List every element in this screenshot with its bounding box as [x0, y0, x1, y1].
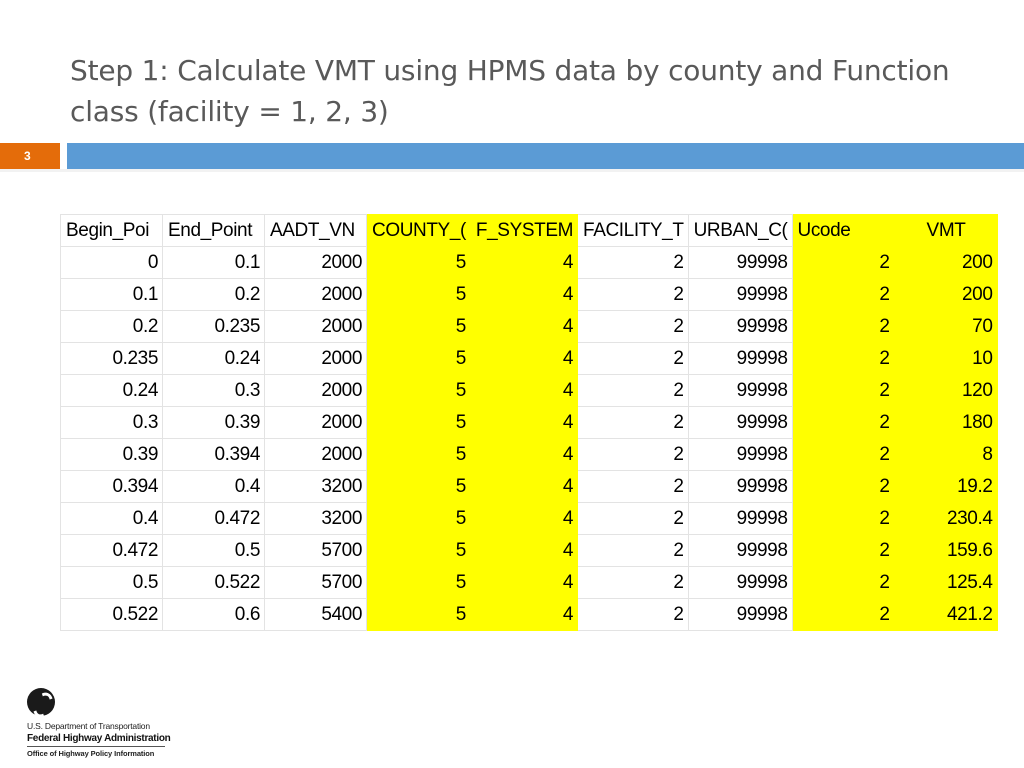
table-cell: 0.3	[163, 375, 265, 407]
table-cell: 2	[578, 279, 689, 311]
table-cell: 5	[367, 279, 471, 311]
logo-line-1: U.S. Department of Transportation	[27, 721, 150, 731]
header-cell: FACILITY_T	[578, 215, 689, 247]
table-cell: 19.2	[894, 471, 997, 503]
table-cell: 2000	[265, 439, 367, 471]
dot-emblem-icon	[27, 688, 55, 716]
header-cell: COUNTY_(	[367, 215, 471, 247]
table-cell: 4	[470, 599, 577, 631]
table-cell: 0.24	[163, 343, 265, 375]
table-cell: 2	[578, 311, 689, 343]
table-cell: 0.39	[163, 407, 265, 439]
table-cell: 99998	[688, 247, 792, 279]
table-cell: 5	[367, 247, 471, 279]
table-cell: 2	[578, 343, 689, 375]
table-cell: 2	[578, 439, 689, 471]
table-body	[61, 247, 998, 631]
table-cell: 2	[792, 471, 894, 503]
table-cell: 99998	[688, 343, 792, 375]
table-cell: 99998	[688, 311, 792, 343]
table-cell: 4	[470, 375, 577, 407]
table-row	[61, 503, 998, 535]
table-cell: 0.394	[61, 471, 163, 503]
table-cell: 70	[894, 311, 997, 343]
table-cell: 0.394	[163, 439, 265, 471]
table-cell: 99998	[688, 375, 792, 407]
header-cell: VMT	[894, 215, 997, 247]
table-cell: 2	[792, 503, 894, 535]
header-rule-bar	[67, 143, 1024, 169]
table-cell: 2	[792, 439, 894, 471]
table-cell: 0.235	[163, 311, 265, 343]
table-cell: 125.4	[894, 567, 997, 599]
fhwa-logo	[27, 688, 177, 758]
table-row	[61, 599, 998, 631]
table-cell: 99998	[688, 567, 792, 599]
table-cell: 4	[470, 471, 577, 503]
table-cell: 0.235	[61, 343, 163, 375]
table-cell: 2	[578, 599, 689, 631]
slide-number: 3	[0, 143, 60, 169]
table-header-row	[61, 215, 998, 247]
table-cell: 2	[578, 535, 689, 567]
header-cell: URBAN_C(	[688, 215, 792, 247]
table-cell: 2	[792, 407, 894, 439]
table-cell: 0.5	[163, 535, 265, 567]
table-cell: 5400	[265, 599, 367, 631]
table-cell: 5700	[265, 535, 367, 567]
table-cell: 99998	[688, 599, 792, 631]
table-cell: 2	[792, 311, 894, 343]
header-cell: End_Point	[163, 215, 265, 247]
table-cell: 2	[792, 567, 894, 599]
logo-line-3: Office of Highway Policy Information	[27, 749, 155, 758]
header-cell: AADT_VN	[265, 215, 367, 247]
table-cell: 0.2	[163, 279, 265, 311]
table-cell: 200	[894, 247, 997, 279]
table-cell: 5	[367, 599, 471, 631]
table-cell: 5	[367, 503, 471, 535]
header-cell: F_SYSTEM	[470, 215, 577, 247]
table-row	[61, 343, 998, 375]
hpms-data-table	[60, 214, 998, 631]
logo-line-2: Federal Highway Administration	[27, 733, 171, 744]
table-cell: 2000	[265, 247, 367, 279]
table-row	[61, 279, 998, 311]
table-cell: 4	[470, 567, 577, 599]
table-cell: 0.3	[61, 407, 163, 439]
table-cell: 5	[367, 343, 471, 375]
table-cell: 0.472	[61, 535, 163, 567]
table-row	[61, 407, 998, 439]
table-row	[61, 471, 998, 503]
table-cell: 120	[894, 375, 997, 407]
table-row	[61, 247, 998, 279]
table-cell: 180	[894, 407, 997, 439]
table-cell: 2	[578, 567, 689, 599]
slide-title	[70, 50, 970, 132]
table-cell: 2	[792, 599, 894, 631]
table-cell: 4	[470, 279, 577, 311]
table-cell: 2	[792, 279, 894, 311]
table-cell: 4	[470, 311, 577, 343]
table-cell: 2	[792, 343, 894, 375]
table-cell: 99998	[688, 439, 792, 471]
logo-divider	[27, 746, 165, 747]
table-cell: 4	[470, 503, 577, 535]
table-cell: 5700	[265, 567, 367, 599]
table-row	[61, 567, 998, 599]
table-cell: 2	[578, 247, 689, 279]
slide-title-line-1: Step 1: Calculate VMT using HPMS data by county and Function	[70, 54, 950, 87]
table-cell: 5	[367, 567, 471, 599]
table-cell: 2000	[265, 311, 367, 343]
table-row	[61, 311, 998, 343]
table-cell: 5	[367, 375, 471, 407]
table-cell: 2	[578, 503, 689, 535]
table-cell: 0.522	[163, 567, 265, 599]
table-cell: 5	[367, 439, 471, 471]
table-cell: 2	[792, 375, 894, 407]
table-cell: 4	[470, 407, 577, 439]
table-cell: 5	[367, 311, 471, 343]
table-cell: 4	[470, 535, 577, 567]
table-cell: 2	[792, 247, 894, 279]
table-cell: 230.4	[894, 503, 997, 535]
table-cell: 99998	[688, 503, 792, 535]
table-cell: 2	[578, 471, 689, 503]
table-cell: 99998	[688, 407, 792, 439]
table-cell: 99998	[688, 279, 792, 311]
table-cell: 2000	[265, 343, 367, 375]
table-cell: 421.2	[894, 599, 997, 631]
header-cell: Ucode	[792, 215, 894, 247]
table-cell: 0	[61, 247, 163, 279]
table-cell: 3200	[265, 503, 367, 535]
table-cell: 0.24	[61, 375, 163, 407]
table-cell: 99998	[688, 471, 792, 503]
table-cell: 0.522	[61, 599, 163, 631]
table-cell: 0.2	[61, 311, 163, 343]
table-cell: 2	[578, 407, 689, 439]
table-cell: 5	[367, 407, 471, 439]
table-cell: 2000	[265, 375, 367, 407]
table-cell: 4	[470, 343, 577, 375]
table-cell: 10	[894, 343, 997, 375]
table-cell: 8	[894, 439, 997, 471]
table-row	[61, 375, 998, 407]
table-cell: 0.5	[61, 567, 163, 599]
table-cell: 0.6	[163, 599, 265, 631]
table-cell: 159.6	[894, 535, 997, 567]
table-cell: 0.472	[163, 503, 265, 535]
table-cell: 3200	[265, 471, 367, 503]
table-cell: 0.4	[61, 503, 163, 535]
table-cell: 99998	[688, 535, 792, 567]
table-cell: 0.1	[163, 247, 265, 279]
table-cell: 0.4	[163, 471, 265, 503]
table-cell: 2000	[265, 279, 367, 311]
table-cell: 4	[470, 247, 577, 279]
table-row	[61, 535, 998, 567]
table-cell: 5	[367, 471, 471, 503]
table-cell: 2	[578, 375, 689, 407]
table-cell: 2000	[265, 407, 367, 439]
table-cell: 4	[470, 439, 577, 471]
table-cell: 2	[792, 535, 894, 567]
slide-title-line-2: class (facility = 1, 2, 3)	[70, 95, 389, 128]
table-cell: 0.39	[61, 439, 163, 471]
header-cell: Begin_Poi	[61, 215, 163, 247]
table-cell: 5	[367, 535, 471, 567]
table-row	[61, 439, 998, 471]
table-cell: 0.1	[61, 279, 163, 311]
header-rule-shadow	[0, 169, 1024, 172]
table-cell: 200	[894, 279, 997, 311]
